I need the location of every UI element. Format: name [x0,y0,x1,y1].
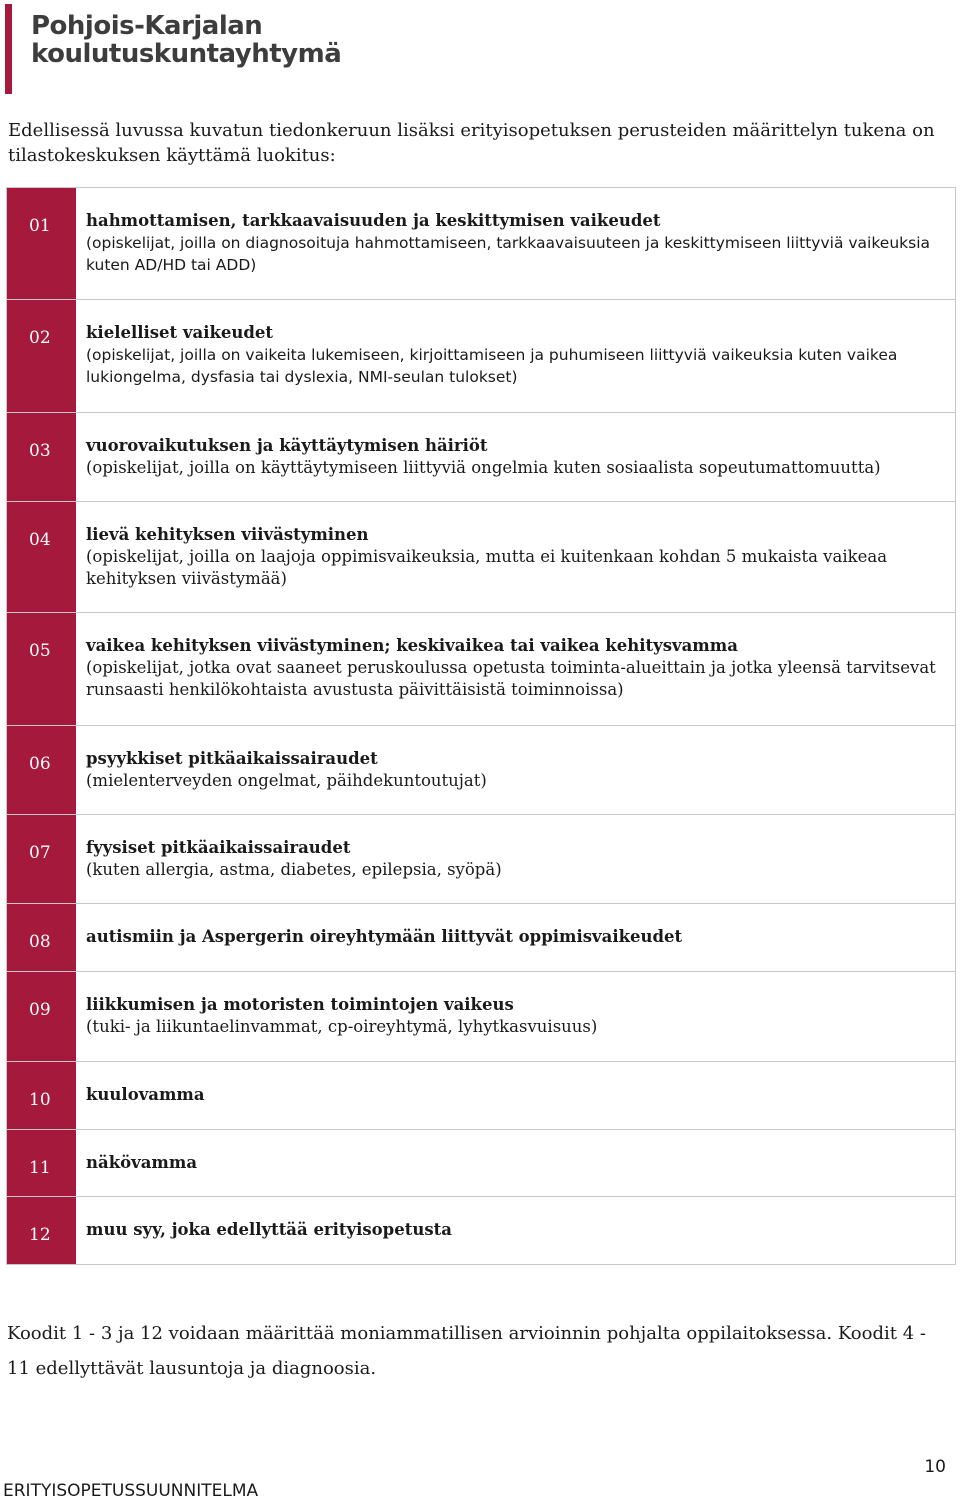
row-detail: (opiskelijat, jotka ovat saaneet peruskoulussa opetusta toiminta-alueittain ja jotka yleensä tarvitsevat runsaasti henkilökohtaista avustusta päivittäisistä toiminnoissa) [86,658,936,699]
row-detail: (opiskelijat, joilla on käyttäytymiseen liittyviä ongelmia kuten sosiaalista sopeutumattomuutta) [86,458,881,477]
row-code: 01 [7,188,76,299]
row-description [76,904,955,971]
classification-table [6,187,956,1265]
row-description [76,726,955,814]
page-number: 10 [924,1457,946,1477]
row-code: 04 [7,502,76,612]
table-row [7,299,955,412]
table-row [7,725,955,814]
row-code: 09 [7,972,76,1061]
intro-paragraph: Edellisessä luvussa kuvatun tiedonkeruun lisäksi erityisopetuksen perusteiden määrittelyn tukena on tilastokeskuksen käyttämä luokitus: [8,120,935,166]
row-description [76,815,955,903]
row-title: lievä kehityksen viivästyminen [86,525,369,544]
row-detail: (opiskelijat, joilla on diagnosoituja hahmottamiseen, tarkkaavaisuuteen ja keskittymiseen liittyviä vaikeuksia kuten AD/HD tai ADD) [86,234,931,274]
row-title: fyysiset pitkäaikaissairaudet [86,838,351,857]
table-row [7,814,955,903]
row-detail: (tuki- ja liikuntaelinvammat, cp-oireyhtymä, lyhytkasvuisuus) [86,1017,598,1036]
logo-bar [5,4,12,94]
document-footer: ERITYISOPETUSSUUNNITELMA [3,1481,259,1501]
row-title: hahmottamisen, tarkkaavaisuuden ja keskittymisen vaikeudet [86,211,661,230]
table-row [7,903,955,971]
logo-text [31,12,341,68]
row-description [76,1197,955,1264]
table-row [7,1061,955,1129]
table-row [7,612,955,725]
row-code: 05 [7,613,76,725]
logo-line-2: koulutuskuntayhtymä [31,39,342,69]
row-description [76,972,955,1061]
table-row [7,1196,955,1264]
row-description [76,300,955,412]
table-row [7,501,955,612]
row-code: 02 [7,300,76,412]
row-code: 03 [7,413,76,501]
row-code: 11 [7,1130,76,1196]
row-title: kuulovamma [86,1085,205,1104]
row-code: 10 [7,1062,76,1129]
row-title: kielelliset vaikeudet [86,323,274,342]
row-description [76,413,955,501]
row-description [76,502,955,612]
row-code: 08 [7,904,76,971]
row-description [76,188,955,299]
row-detail: (opiskelijat, joilla on laajoja oppimisvaikeuksia, mutta ei kuitenkaan kohdan 5 mukaista vaikeaa kehityksen viivästymää) [86,547,888,588]
row-title: liikkumisen ja motoristen toimintojen vaikeus [86,995,514,1014]
footnote: Koodit 1 - 3 ja 12 voidaan määrittää moniammatillisen arvioinnin pohjalta oppilaitoksessa. Koodit 4 - 11 edellyttävät lausuntoja ja diagnoosia. [7,1323,926,1379]
row-description [76,1062,955,1129]
row-title: vaikea kehityksen viivästyminen; keskivaikea tai vaikea kehitysvamma [86,636,738,655]
row-description [76,1130,955,1196]
row-detail: (opiskelijat, joilla on vaikeita lukemiseen, kirjoittamiseen ja puhumiseen liittyviä vaikeuksia kuten vaikea lukiongelma, dysfasia tai dyslexia, NMI-seulan tulokset) [86,346,898,386]
logo-line-1: Pohjois-Karjalan [31,11,263,41]
row-detail: (kuten allergia, astma, diabetes, epilepsia, syöpä) [86,860,502,879]
table-row [7,1129,955,1196]
row-description [76,613,955,725]
row-title: psyykkiset pitkäaikaissairaudet [86,749,378,768]
row-title: näkövamma [86,1153,198,1172]
row-code: 12 [7,1197,76,1264]
row-code: 06 [7,726,76,814]
row-title: autismiin ja Aspergerin oireyhtymään liittyvät oppimisvaikeudet [86,927,683,946]
row-code: 07 [7,815,76,903]
row-title: vuorovaikutuksen ja käyttäytymisen häiriöt [86,436,488,455]
row-title: muu syy, joka edellyttää erityisopetusta [86,1220,452,1239]
table-row [7,188,955,299]
table-row [7,412,955,501]
table-row [7,971,955,1061]
row-detail: (mielenterveyden ongelmat, päihdekuntoutujat) [86,771,487,790]
